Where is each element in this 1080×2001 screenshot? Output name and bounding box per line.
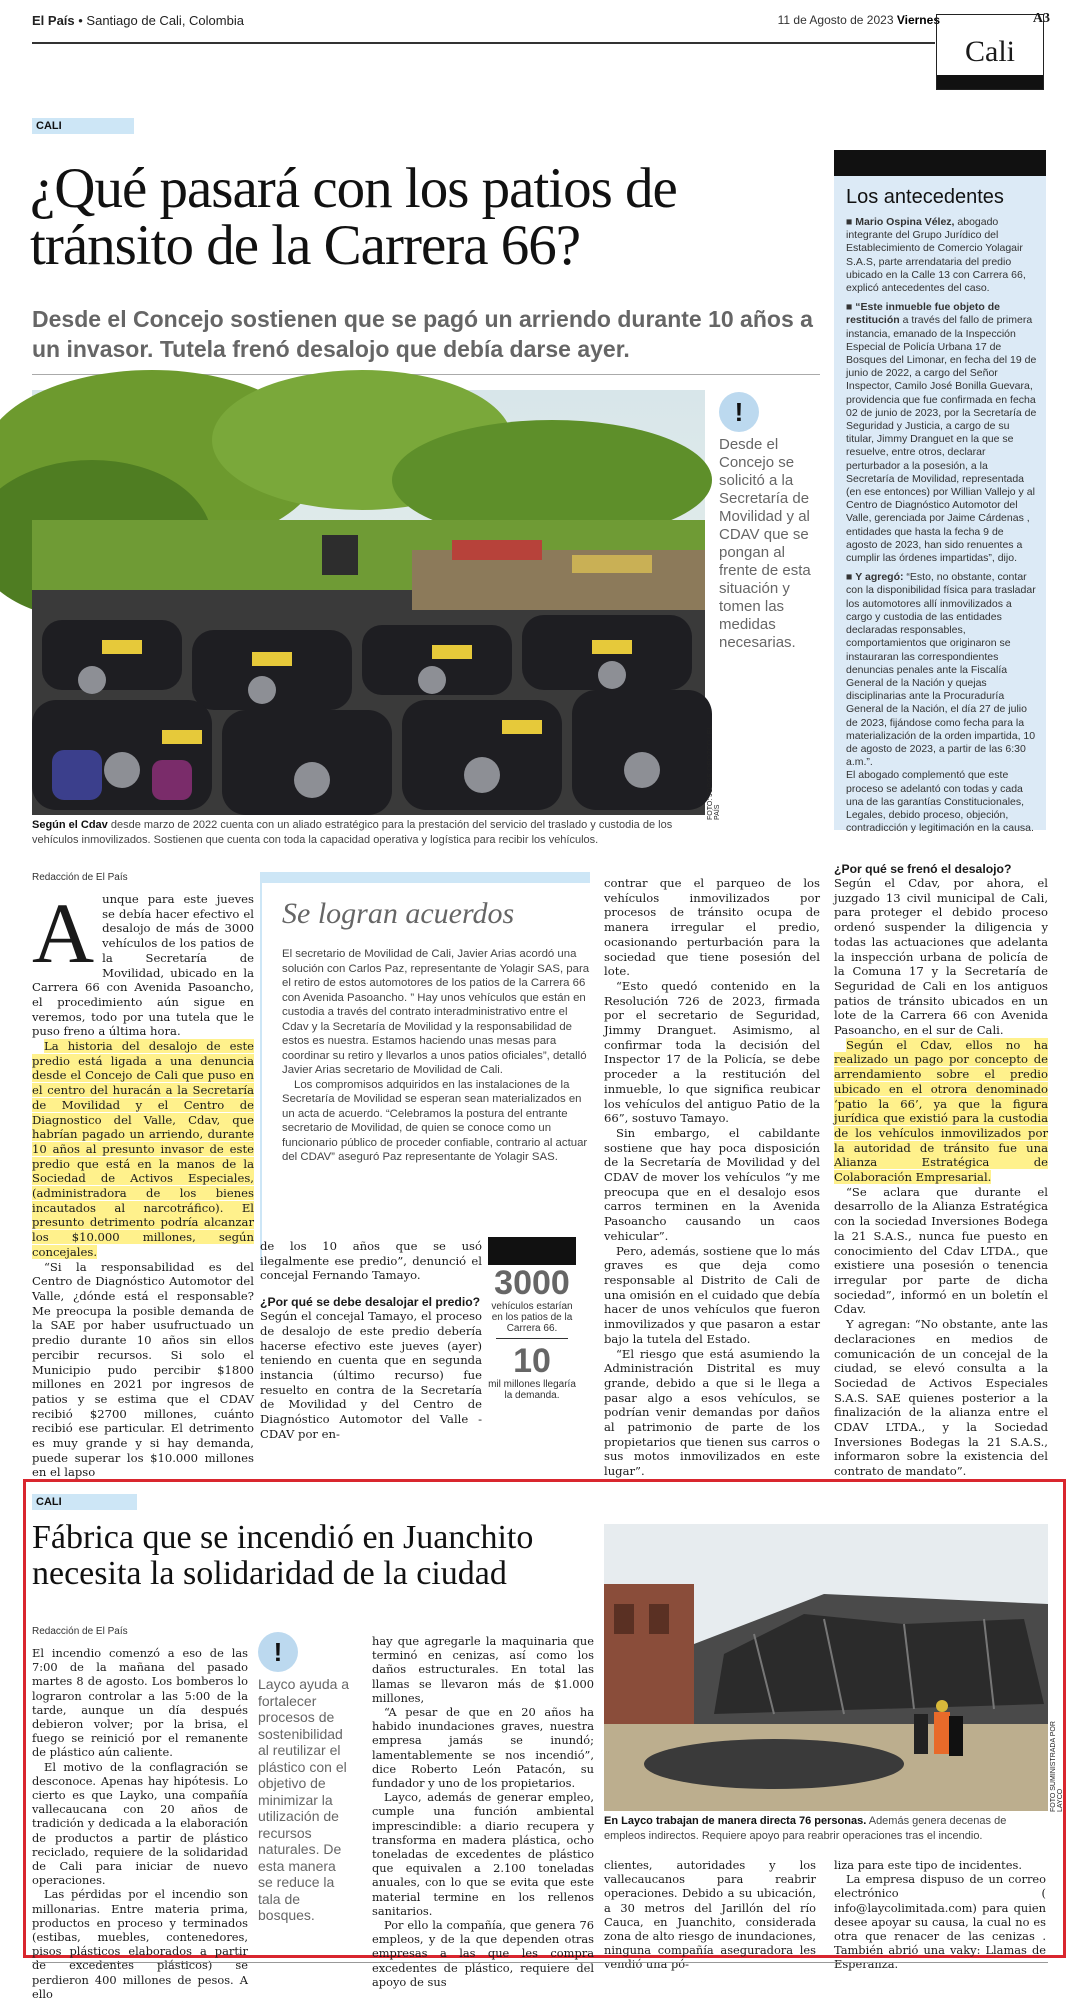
antecedentes-lead: “Este inmueble fue objeto de restitución: [846, 301, 1000, 327]
paragraph: La empresa dispuso de un correo electrónico ( info@laycolimitada.com) para quien desee apoyar su causa, la cual no es otra que renacer de las cenizas . También abrió una vaky: Llamas de Esperanza.: [834, 1872, 1046, 1972]
acuerdos-title: Se logran acuerdos: [282, 897, 515, 930]
antecedentes-box: [834, 150, 1046, 835]
paragraph: “Se aclara que durante el desarrollo de la Alianza Estratégica con la sociedad Inversiones Bodega la 21 S.A.S., nunca fue puesto en conocimiento del Cdav LTDA., que existiere una posesión o tenencia irregular por parte de dicha sociedad”, informó en un boletín el Cdav.: [834, 1184, 1048, 1317]
subheading: ¿Por qué se frenó el desalojo?: [834, 862, 1012, 876]
caption-lead: Según el Cdav: [32, 819, 108, 831]
article1-column-1: [32, 885, 254, 1480]
acuerdos-text: [282, 947, 590, 1165]
subheading: ¿Por qué se debe desalojar el predio?: [260, 1295, 481, 1310]
paragraph: contrar que el parqueo de los vehículos inmovilizados por procesos de tránsito ocupa de manera irregular el predio, ocasionando perturbación para la sociedad que tiene posesión del lote.: [604, 876, 820, 979]
paragraph: “A pesar de que en 20 años ha habido inundaciones graves, nuestra empresa jamás se inundó; lamentablemente se nos incendió”, dice Roberto León Patacón, su fundador y uno de los propietarios.: [372, 1705, 594, 1791]
highlighted-paragraph: [32, 1039, 254, 1260]
article1-column-2: [260, 1239, 482, 1441]
paragraph: unque para este jueves se debía hacer efectivo el desalojo de más de 3000 vehículos de los patios de la Secretaría de Movilidad, ubicado en la Carrera 66 con Avenida Pasoancho, el procedimiento aún sigue en veremos, todo por una tutela que le puso freno a última hora.: [32, 892, 254, 1039]
caption-text: Además genera decenas de empleos indirectos. Requiere apoyo para reabrir operaciones tras el incendio.: [604, 1815, 1007, 1842]
paragraph: liza para este tipo de incidentes.: [834, 1858, 1022, 1872]
issue-date: 11 de Agosto de 2023: [777, 13, 894, 27]
antecedentes-item: ■ “Este inmueble fue objeto de restitución a través del fallo de primera instancia, emanado de la Inspección Especial de Policía Urbana 17 de Bosques del Limonar, en fecha del 19 de junio de 2022, a cargo del Señor Inspector, Camilo José Bonilla Guevara, providencia que fue confirmada en fecha 02 de junio de 2023, por la Secretaría de Seguridad y Justicia, a cargo de su titular, Jimmy Dranguet en la que se resuelve, entre otros, declarar perturbador a la posesión, a la Secretaría de Movilidad, representada (en ese entonces) por Willian Vallejo y al Centro de Diagnóstico Automotor del Valle, gerenciada por Jaime Cárdenas , entidades que hasta la fecha 9 de agosto de 2023, han sido renuentes a cumplir las órdenes impartidas”, dijo.: [846, 301, 1037, 565]
highlighted-paragraph: [834, 1038, 1048, 1185]
highlight-text: Según el Cdav, ellos no ha realizado un pago por concepto de arrendamiento sobre el predio ubicado en el otrora denominado ‘patio la 66’, ya que la figura jurídica que existió para la custodia de los vehículos inmovilizados por la autoridad de tránsito fue una Alianza Estratégica de Colaboración Empresarial.: [834, 1037, 1048, 1185]
antecedentes-title: Los antecedentes: [846, 186, 1004, 208]
section-bar: [937, 75, 1043, 89]
paragraph: El motivo de la conflagración se desconoce. Apenas hay hipótesis. Lo cierto es que Layko, una compañía vallecaucana con 20 años de tradición y dedicada a la elaboración de productos a partir de plástico reciclado, requiere de la solidaridad de Cali para iniciar de nuevo operaciones.: [32, 1759, 248, 1888]
acuerdos-rule: [260, 883, 262, 1263]
antecedentes-body: abogado integrante del Grupo Jurídico del Establecimiento de Comercio Yolagair S.A.S, parte arrendataria del predio ubicado en la Calle 13 con Carrera 66, explicó antecedentes del caso.: [846, 216, 1026, 295]
article1-photo-credit: FOTO: JORGE OROZCO / EL PAÍS: [707, 725, 721, 820]
page-number: A3: [1032, 11, 1050, 26]
caption-text: desde marzo de 2022 cuenta con un aliado estratégico para la prestación del servicio del traslado y custodia de los vehículos inmovilizados. Sostienen que cuenta con toda la capacidad operativa y logística para recibir los vehículos.: [32, 819, 673, 846]
exclamation-icon: !: [719, 392, 759, 432]
header-rule: [32, 42, 935, 44]
weekday: Viernes: [896, 13, 940, 27]
antecedentes-item: ■ Mario Ospina Vélez, abogado integrante del Grupo Jurídico del Establecimiento de Comercio Yolagair S.A.S, parte arrendataria del predio ubicado en la Calle 13 con Carrera 66, explicó antecedentes del caso.: [846, 216, 1026, 295]
paragraph: “El riesgo que está asumiendo la Administración Distrital es muy grande, debido a que si le llega a pasar algo a esos vehículos, se podrían venir demandas por daños al patrimonio de parte de los propietarios que tienen sus carros o sus motos inmovilizados en este lugar”.: [604, 1346, 820, 1479]
article1-headline: ¿Qué pasará con los patios de tránsito de la Carrera 66?: [30, 157, 677, 277]
article1-side-quote: Desde el Concejo se solicitó a la Secretaría de Movilidad y al CDAV que se pongan al frente de esta situación y tomen las medidas necesarias.: [719, 436, 811, 651]
highlight-text: La historia del desalojo de este predio está ligada a una denuncia desde el Concejo de Cali que puso en el centro del huracán a la Secretaría de Movilidad y el Centro de Diagnostico del Valle, Cdav, que habrían pagado un arriendo, durante 10 años al presunto invasor de este predio que está en la manos de la Sociedad de Activos Especiales, (administradora de los bienes incautados al narcotráfico). El presunto detrimento podría alcanzar los $10.000 millones, según concejales.: [32, 1039, 254, 1259]
antecedentes-body: a través del fallo de primera instancia, emanado de la Inspección Especial de Policía Urbana 17 de Bosques del Limonar, en fecha del 19 de junio de 2022, a cargo del Señor Inspector, Camilo José Bonilla Guevara, providencia que fue confirmada en fecha 02 de junio de 2023, por la Secretaría de Seguridad y Justicia, a cargo de su titular, Jimmy Dranguet en la que se resuelve, entre otros, declarar perturbador a la posesión, a la Secretaría de Movilidad, representada (en ese entonces) por Willian Vallejo y al Centro de Diagnóstico Automotor del Valle, gerenciada por Jaime Cárdenas , entidades que hasta la fecha 9 de agosto de 2023, han sido renuentes a cumplir las órdenes impartidas”, dijo.: [846, 314, 1037, 565]
stat-value: 3000: [494, 1264, 570, 1302]
paragraph: Layco, además de generar empleo, cumple una función ambiental imprescindible: a diario recupera y transforma en madera plástica, ocho toneladas de excedentes de plástico que equivalen a 2.100 toneladas anuales, con lo que se evita que este material termine en los rellenos sanitarios.: [372, 1790, 594, 1918]
paragraph: hay que agregarle la maquinaria que terminó en cenizas, así como los daños estructurales. En total las llamas se llevaron más de $1.000 millones,: [372, 1634, 594, 1705]
paper-name: El País: [32, 13, 75, 28]
article2-byline: Redacción de El País: [32, 1626, 128, 1637]
paragraph: Las pérdidas por el incendio son millonarias. Entre materia prima, productos en proceso y terminados (estibas, muebles, contenedores, pisos plásticos elaborados a partir de excedentes plásticos) se perdieron 400 millones de pesos. A ello: [32, 1887, 248, 2001]
masthead-line: El País • Santiago de Cali, Colombia: [32, 13, 244, 28]
article2-caption: [604, 1814, 1044, 1844]
article1-photo: [32, 390, 705, 815]
paragraph: Pero, además, sostiene que lo más graves es que deja como responsable al Distrito de Cali de una omisión en el cuidado que debía hacer de unos vehículos que fueron inmovilizados y que pasaron a estar bajo la tutela del Estado.: [604, 1243, 820, 1346]
article2-column-1: [32, 1646, 248, 2001]
factory-fire-photo: [604, 1524, 1048, 1811]
antecedentes-item: El abogado complementó que este proceso se adelantó con todas y cada una de las garantías Constitucionales, Legales, debido proceso, objeción, contradicción y legitimación en la causa.: [846, 769, 1034, 835]
antecedentes-lead: Mario Ospina Vélez,: [855, 216, 955, 228]
article1-caption: [32, 818, 712, 848]
article2-side-quote: Layco ayuda a fortalecer procesos de sostenibilidad al reutilizar el plástico con el objetivo de minimizar la utilización de recursos naturales. De esta manera se reduce la tala de bosques.: [258, 1676, 350, 1923]
paragraph: Según el concejal Tamayo, el proceso de desalojo de este predio debería hacerse efectivo este jueves (ayer) teniendo en cuenta que en segunda instancia (último recurso) fue resuelto en contra de la Secretaría de Movilidad y del Centro de Diagnóstico Automotor del Valle - CDAV por en-: [260, 1309, 482, 1441]
acuerdos-box: [260, 872, 590, 1165]
paragraph: clientes, autoridades y los vallecaucanos para reabrir operaciones. Debido a su ubicación, a 30 metros del Jarillón del río Cauca, en Juanchito, considerada zona de alto riesgo de inundaciones, ninguna compañía aseguradora les vendió una pó-: [604, 1858, 816, 1972]
antecedentes-body: “Esto, no obstante, contar con la disponibilidad física para trasladar los automotores allí inmovilizados a cargo y custodia de las entidades declaradas responsables, comportamientos que originaron se instauraran las correspondientes denuncias penales ante la Fiscalía General de la Nación y quejas disciplinarias ante la Procuraduría General de la Nación, el día 27 de julio de 2023, fijándose como fecha para la materialización de la orden impartida, 10 de agosto de 2023, a partir de las 6:30 a.m.”.: [846, 571, 1036, 769]
article2-column-4: [834, 1858, 1046, 1972]
caption-lead: En Layco trabajan de manera directa 76 personas.: [604, 1815, 867, 1827]
article2-column-3: [604, 1858, 816, 1972]
article2-photo-credit: FOTO SUMINISTRADA POR LAYCO: [1050, 1721, 1064, 1812]
paragraph: de los 10 años que se usó ilegalmente ese predio”, denunció el concejal Fernando Tamayo.: [260, 1239, 482, 1283]
footer-rule: [32, 1962, 1048, 1963]
paragraph: El secretario de Movilidad de Cali, Javier Arias acordó una solución con Carlos Paz, representante de Yolagir SAS, para el retiro de estos automotores de los patios de la Carrera 66 con Avenida Pasoancho. ” Hay unos vehículos que están en custodia a través del contrato interadministrativo entre el Cdav y la Secretaría de Movilidad y la responsabilidad de estos es nuestra. Estamos haciendo unas mesas para coordinar su retiro y llevarlos a unos patios oficiales”, detalló Javier Arias secretario de Movilidad de Cali.: [282, 948, 590, 1076]
article2-photo: [604, 1524, 1048, 1811]
article2-kicker: CALI: [32, 1494, 137, 1510]
article1-column-3: [604, 876, 820, 1479]
antecedentes-top-bar: [834, 150, 1046, 176]
antecedentes-lead: Y agregó:: [855, 571, 904, 584]
location: Santiago de Cali, Colombia: [86, 13, 244, 28]
antecedentes-item: ■ Y agregó: “Esto, no obstante, contar con la disponibilidad física para trasladar los automotores allí inmovilizados a cargo y custodia de las entidades declaradas responsables, comportamientos que originaron se instauraran las correspondientes denuncias penales ante la Fiscalía General de la Nación y quejas disciplinarias ante la Procuraduría General de la Nación, el día 27 de julio de 2023, fijándose como fecha para la materialización de la orden impartida, 10 de agosto de 2023, a partir de las 6:30 a.m.”.: [846, 571, 1036, 769]
article2-headline: Fábrica que se incendió en Juanchito necesita la solidaridad de la ciudad: [32, 1519, 534, 1592]
paragraph: Según el Cdav, por ahora, el juzgado 13 civil municipal de Cali, para proteger el debido proceso ordenó suspender la diligencia y todas las actuaciones que adelanta la inspección urbana de policía de la Comuna 17 y la Secretaría de Seguridad de Cali en los antiguos patios de tránsito ubicados en un lote de la Carrera 66 con Avenida Pasoancho, en el sur de Cali.: [834, 876, 1048, 1038]
impound-lot-photo: [32, 390, 705, 815]
drop-cap: A: [32, 885, 95, 981]
paragraph: El incendio comenzó a eso de las 7:00 de la mañana del pasado martes 8 de agosto. Los bomberos lo lograron controlar a las 5:00 de la tarde, aunque un día después debieron volver; por la brisa, el fuego se reinició por el remanente de plástico aún caliente.: [32, 1646, 248, 1760]
article1-deck: Desde el Concejo sostienen que se pagó un arriendo durante 10 años a un invasor. Tutela frenó desalojo que debía darse ayer.: [32, 306, 813, 362]
stat-value: 10: [513, 1342, 551, 1380]
exclamation-icon: !: [258, 1632, 298, 1672]
paragraph: Sin embargo, el cabildante sostiene que hay poca disposición de la Secretaría de Movilidad y del CDAV de mover los vehículos “y me preocupa que en el desalojo esos carros terminen en la Avenida Pasoancho causando un caos vehicular”.: [604, 1125, 820, 1243]
paragraph: Y agregan: “No obstante, ante las declaraciones en medios de comunicación de un concejal de la ciudad, se elevó consulta a la Sociedad de Activos Especiales S.A.S. SAE quienes posterior a la finalización de la alianza entre el CDAV LTDA., y la Sociedad Inversiones Bodegas la 21 S.A.S., informaron sobre la existencia del contrato de mandato”.: [834, 1317, 1048, 1479]
article2-column-2: [372, 1634, 594, 1989]
section-name: Cali: [965, 35, 1015, 68]
antecedentes-text: [846, 216, 1038, 835]
stats-bar: [488, 1237, 576, 1265]
paragraph: Por ello la compañía, que genera 76 empleos, y de la que dependen otras empresas a las que les compra excedentes de plástico, requiere del apoyo de sus: [372, 1918, 594, 1989]
paragraph: Los compromisos adquiridos en las instalaciones de la Secretaría de Movilidad se esperan sean materializados en un acta de acuerdo. “Celebramos la postura del entrante secretario de Movilidad, de quien se conoce como un funcionario público de proceder confiable, contrario al actuar del CDAV” aseguró Paz representante de Yolagir SAS.: [282, 1078, 588, 1163]
stats-box: [488, 1237, 576, 1401]
stat-divider: [496, 1338, 568, 1339]
stat-label: mil millones llegaría la demanda.: [488, 1379, 576, 1401]
article1-byline: Redacción de El País: [32, 872, 128, 883]
acuerdos-bar: [260, 872, 590, 883]
section-label-box: [936, 14, 1044, 90]
paragraph: “Si la responsabilidad es del Centro de Diagnóstico Automotor del Valle, ¿dónde está el responsable? Me preocupa la posible demanda de la SAE por haber usufructuado un predio durante 10 años sin ellos percibir recursos. Si solo el Municipio pudo percibir $1800 millones en 2021 por ingresos de patios y se estima que el CDAV recibió $2700 millones, cuánto recibió ese particular. El detrimento es muy grande y si hay demanda, puede superar los $10.000 millones en el lapso: [32, 1259, 254, 1480]
paragraph: “Esto quedó contenido en la Resolución 726 de 2023, firmada por el secretario de Seguridad, Jimmy Dranguet. Asimismo, al confirmar toda la decisión del Inspector 17 de la Policía, se debe proceder a la restitución del inmueble, lo que significa reubicar los vehículos del antiguo Patio de la 66”, sostuvo Tamayo.: [604, 978, 820, 1126]
article1-column-4: [834, 862, 1048, 1479]
article1-kicker: CALI: [32, 118, 134, 134]
stat-label: vehículos estarían en los patios de la Carrera 66.: [491, 1301, 573, 1334]
date-line: [778, 13, 940, 27]
